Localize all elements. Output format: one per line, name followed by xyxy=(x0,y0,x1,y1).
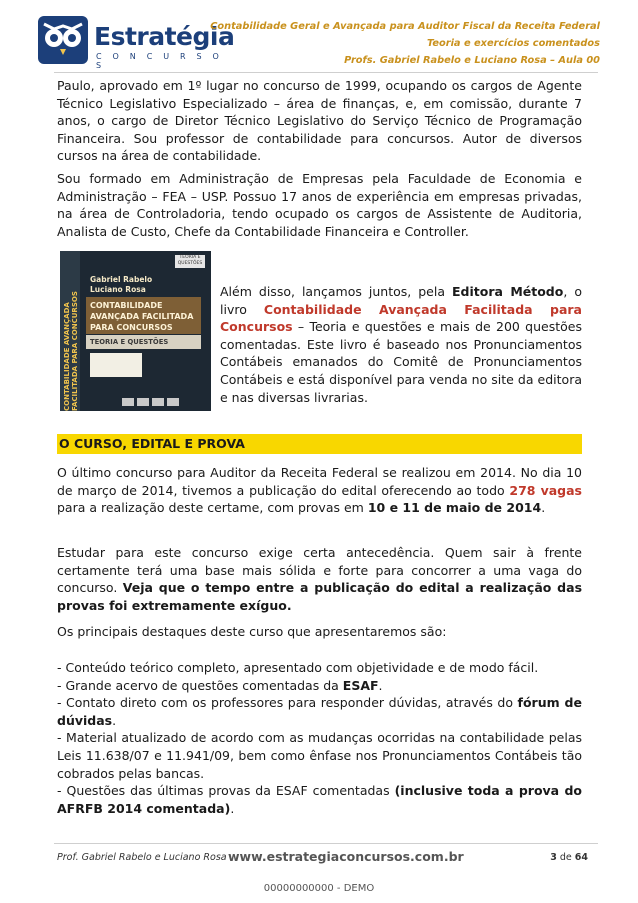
book-author-2: Luciano Rosa xyxy=(90,285,146,294)
book-description-text xyxy=(220,283,582,406)
list-item xyxy=(57,782,582,817)
page-current: 3 xyxy=(550,852,557,863)
list-item-text: - Grande acervo de questões comentadas da xyxy=(57,677,343,693)
course-text-1 xyxy=(57,464,582,517)
header-course-subtitle: Teoria e exercícios comentados xyxy=(426,38,600,49)
vacancies-highlight: 278 vagas xyxy=(509,482,582,498)
publisher-logos xyxy=(122,391,202,401)
course-text-2a: Estudar para este concurso exige certa antecedência. Quem sair à frente certamente terá uma base mais sólida e forte para concorrer a uma vaga do concurso. xyxy=(57,545,582,596)
course-paragraph-3 xyxy=(57,623,582,641)
list-item xyxy=(57,677,582,695)
book-title-highlight: Contabilidade Avançada Facilitada para Concursos xyxy=(220,301,582,335)
list-item-text: . xyxy=(230,800,235,816)
bio-text-1: Paulo, aprovado em 1º lugar no concurso de 1999, ocupando os cargos de Agente Técnico Legislativo Especializado – área de finanças, e, em comissão, durante 7 anos, o cargo de Diretor Técnico Legislativo do Serviço Técnico de Programação Financeira. Sou professor de contabilidade para concursos. Autor de diversos cursos na área de contabilidade. xyxy=(57,78,582,164)
highlights-list xyxy=(57,659,582,817)
course-text-1b: para a realização deste certame, com provas em xyxy=(57,500,368,516)
header-divider xyxy=(54,72,598,73)
list-item: - Conteúdo teórico completo, apresentado com objetividade e de modo fácil. xyxy=(57,660,539,675)
bio-paragraph-1 xyxy=(57,77,582,165)
list-item-text: - Contato direto com os professores para responder dúvidas, através do xyxy=(57,695,518,711)
book-cover-box xyxy=(90,353,142,377)
header-professors: Profs. Gabriel Rabelo e Luciano Rosa – Aula 00 xyxy=(344,55,600,66)
course-text-1a: O último concurso para Auditor da Receita Federal se realizou em 2014. No dia 10 de março de 2014, tivemos a publicação do edital oferecendo ao todo xyxy=(57,465,582,498)
course-text-2 xyxy=(57,544,582,614)
bio-text-2: Sou formado em Administração de Empresas pela Faculdade de Economia e Administração – FEA – USP. Possuo 17 anos de experiência em empresas privadas, na área de Controladoria, tendo ocupado os cargos de Assistente de Auditoria, Analista de Custo, Chefe da Contabilidade Financeira e Controller. xyxy=(57,171,582,239)
header-course-title: Contabilidade Geral e Avançada para Auditor Fiscal da Receita Federal xyxy=(210,21,600,32)
forum-bold: fórum de dúvidas xyxy=(57,695,582,728)
esaf-bold: ESAF xyxy=(342,677,379,693)
course-paragraph-1 xyxy=(57,464,582,517)
course-text-2-bold: Veja que o tempo entre a publicação do edital a realização das provas foi extremamente exíguo. xyxy=(57,580,583,613)
page-header xyxy=(0,0,638,72)
page-separator: de xyxy=(556,852,575,863)
list-item xyxy=(57,694,582,729)
page-number xyxy=(550,852,588,863)
book-text-3: – Teoria e questões e mais de 200 questões comentadas. Este livro é baseado nos Pronunciamentos Contábeis emanados do Comitê de Pronunciamentos Contábeis e está disponível para venda no site da editora e nas diversas livrarias. xyxy=(220,319,582,405)
section-heading: O CURSO, EDITAL E PROVA xyxy=(59,436,245,451)
footer-authors: Prof. Gabriel Rabelo e Luciano Rosa xyxy=(57,852,227,863)
owl-logo-icon xyxy=(38,16,88,64)
estrategia-logo xyxy=(38,16,238,70)
book-spine-text: CONTABILIDADE AVANÇADA FACILITADA PARA CONCURSOS xyxy=(63,291,79,411)
course-text-3: Os principais destaques deste curso que apresentaremos são: xyxy=(57,624,447,639)
footer-divider xyxy=(54,843,598,844)
book-text-1: Além disso, lançamos juntos, pela xyxy=(220,284,453,299)
course-text-1c: . xyxy=(541,500,546,516)
list-item-text: . xyxy=(378,677,383,693)
book-badge: TEORIA E QUESTÕES xyxy=(175,255,205,268)
course-paragraph-2 xyxy=(57,544,582,614)
publisher-name: Editora Método xyxy=(452,284,564,299)
footer-website-link[interactable]: www.estrategiaconcursos.com.br xyxy=(228,849,464,864)
header-course-info xyxy=(210,18,600,69)
list-item-text: . xyxy=(112,712,117,728)
bio-paragraph-2 xyxy=(57,170,582,240)
demo-watermark: 00000000000 - DEMO xyxy=(263,883,375,894)
book-spine xyxy=(60,251,80,411)
book-cover-image xyxy=(60,251,211,411)
logo-name: Estratégia xyxy=(94,22,235,51)
book-author-1: Gabriel Rabelo xyxy=(90,275,153,284)
list-item-text: - Questões das últimas provas da ESAF comentadas xyxy=(57,783,395,799)
section-heading-bar xyxy=(57,434,582,454)
book-authors xyxy=(90,275,152,295)
book-cover-subtitle: TEORIA E QUESTÕES xyxy=(86,335,201,349)
list-item: - Material atualizado de acordo com as mudanças ocorridas na contabilidade pelas Leis 11.638/07 e 11.941/09, bem como ênfase nos Pronunciamentos Contábeis tão cobrados pelas bancas. xyxy=(57,730,582,781)
afrfb-bold: (inclusive toda a prova do AFRFB 2014 comentada) xyxy=(57,783,582,816)
book-description xyxy=(220,283,582,406)
book-cover-title: CONTABILIDADE AVANÇADA FACILITADA PARA CONCURSOS xyxy=(86,297,201,334)
book-text-2: , o livro xyxy=(220,284,582,317)
page-total: 64 xyxy=(574,852,588,863)
logo-subtitle: C O N C U R S O S xyxy=(96,52,224,70)
exam-dates: 10 e 11 de maio de 2014 xyxy=(367,500,542,516)
